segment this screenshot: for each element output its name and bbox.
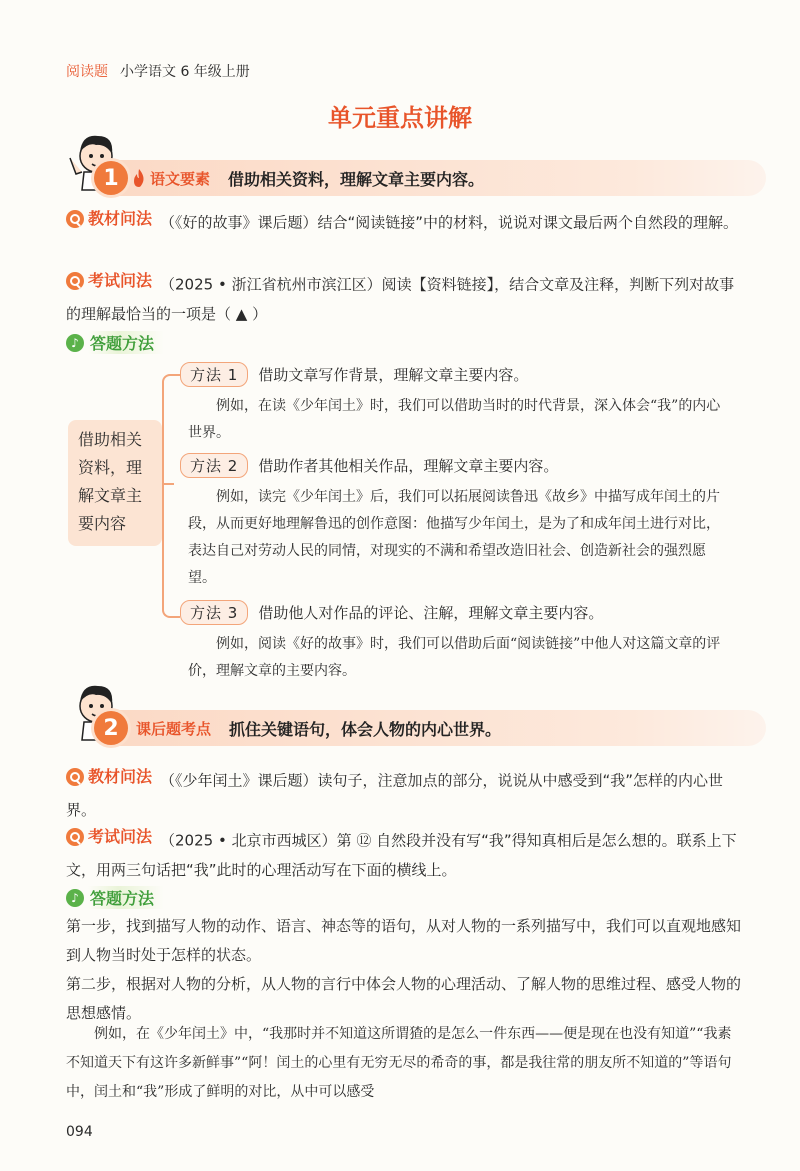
- question-text: （2025 • 北京市西城区）第 ⑫ 自然段并没有写“我”得知真相后是怎么想的。联系上下文，用两三句话把“我”此时的心理活动写在下面的横线上。: [66, 831, 737, 879]
- section1-exam-question: [66, 266, 746, 329]
- method-tag: 方法 3: [180, 600, 248, 625]
- question-text: （《好的故事》课后题）结合“阅读链接”中的材料，说说对课文最后两个自然段的理解。: [160, 213, 739, 232]
- method-2: [180, 453, 728, 592]
- section1-textbook-question: [66, 204, 746, 238]
- question-label: 教材问法: [88, 209, 153, 228]
- section1-answer-heading: [66, 331, 164, 354]
- method-example: 例如，读完《少年闰土》后，我们可以拓展阅读鲁迅《故乡》中描写成年闰土的片段，从而更好地理解鲁迅的创作意图：他描写少年闰土，是为了和成年闰土进行对比，表达自己对劳动人民的同情，对现实的不满和希望改造旧社会、创造新社会的强烈愿望。: [188, 489, 720, 586]
- question-text: （《少年闰土》课后题）读句子，注意加点的部分，说说从中感受到“我”怎样的内心世界。: [66, 771, 724, 819]
- section2-text: 抓住关键语句，体会人物的内心世界。: [229, 719, 502, 739]
- section1-number: 1: [94, 161, 128, 195]
- key-icon: ♪: [66, 334, 84, 352]
- page-header: [66, 61, 250, 81]
- page-number: 094: [66, 1124, 93, 1140]
- method-example: 例如，阅读《好的故事》时，我们可以借助后面“阅读链接”中他人对这篇文章的评价，理解文章的主要内容。: [188, 636, 721, 679]
- question-label: 教材问法: [88, 767, 153, 786]
- method-summary-box: 借助相关资料，理解文章主要内容: [68, 420, 162, 546]
- method-tag: 方法 1: [180, 362, 248, 387]
- step-2: 第二步，根据对人物的分析，从人物的言行中体会人物的心理活动、了解人物的思维过程、感受人物的思想感情。: [66, 975, 742, 1022]
- method-title: 借助文章写作背景，理解文章主要内容。: [258, 366, 529, 384]
- method-title: 借助他人对作品的评论、注解，理解文章主要内容。: [258, 604, 604, 622]
- page-title: 单元重点讲解: [328, 104, 472, 132]
- header-book: 小学语文 6 年级上册: [120, 64, 250, 80]
- method-example: 例如，在读《少年闰土》时，我们可以借助当时的时代背景，深入体会“我”的内心世界。: [188, 398, 721, 441]
- method-3: [180, 600, 728, 685]
- header-category: 阅读题: [66, 64, 108, 80]
- method-tag: 方法 2: [180, 453, 248, 478]
- section2-textbook-question: [66, 762, 746, 825]
- bracket-connector: [162, 483, 174, 485]
- step-1: 第一步，找到描写人物的动作、语言、神态等的语句，从对人物的一系列描写中，我们可以直观地感知到人物当时处于怎样的状态。: [66, 917, 742, 964]
- search-icon: [66, 210, 84, 228]
- key-icon: ♪: [66, 889, 84, 907]
- section2-tag: 课后题考点: [136, 719, 212, 738]
- search-icon: [66, 272, 84, 290]
- answer-label: 答题方法: [88, 886, 164, 909]
- section1-text: 借助相关资料，理解文章主要内容。: [228, 169, 485, 189]
- question-label: 考试问法: [88, 827, 153, 846]
- search-icon: [66, 828, 84, 846]
- flame-icon: [132, 168, 146, 188]
- section2-banner: [96, 710, 766, 746]
- answer-label: 答题方法: [88, 331, 164, 354]
- section2-number: 2: [94, 711, 128, 745]
- method-1: [180, 362, 728, 447]
- section1-tag: 语文要素: [150, 169, 211, 188]
- method-title: 借助作者其他相关作品，理解文章主要内容。: [258, 457, 559, 475]
- section2-example: 例如，在《少年闰土》中，“我那时并不知道这所谓猹的是怎么一件东西——便是现在也没有知道”“我素不知道天下有这许多新鲜事”“阿！闰土的心里有无穷无尽的希奇的事，都是我往常的朋友所不知道的”等语句中，闰土和“我”形成了鲜明的对比，从中可以感受: [66, 1026, 732, 1100]
- section2-answer-heading: [66, 886, 164, 909]
- question-text: （2025 • 浙江省杭州市滨江区）阅读【资料链接】，结合文章及注释，判断下列对故事的理解最恰当的一项是（ ▲ ）: [66, 275, 735, 323]
- question-label: 考试问法: [88, 271, 153, 290]
- section2-exam-question: [66, 822, 746, 885]
- bracket-line: [162, 374, 180, 618]
- section1-banner: [96, 160, 766, 196]
- search-icon: [66, 768, 84, 786]
